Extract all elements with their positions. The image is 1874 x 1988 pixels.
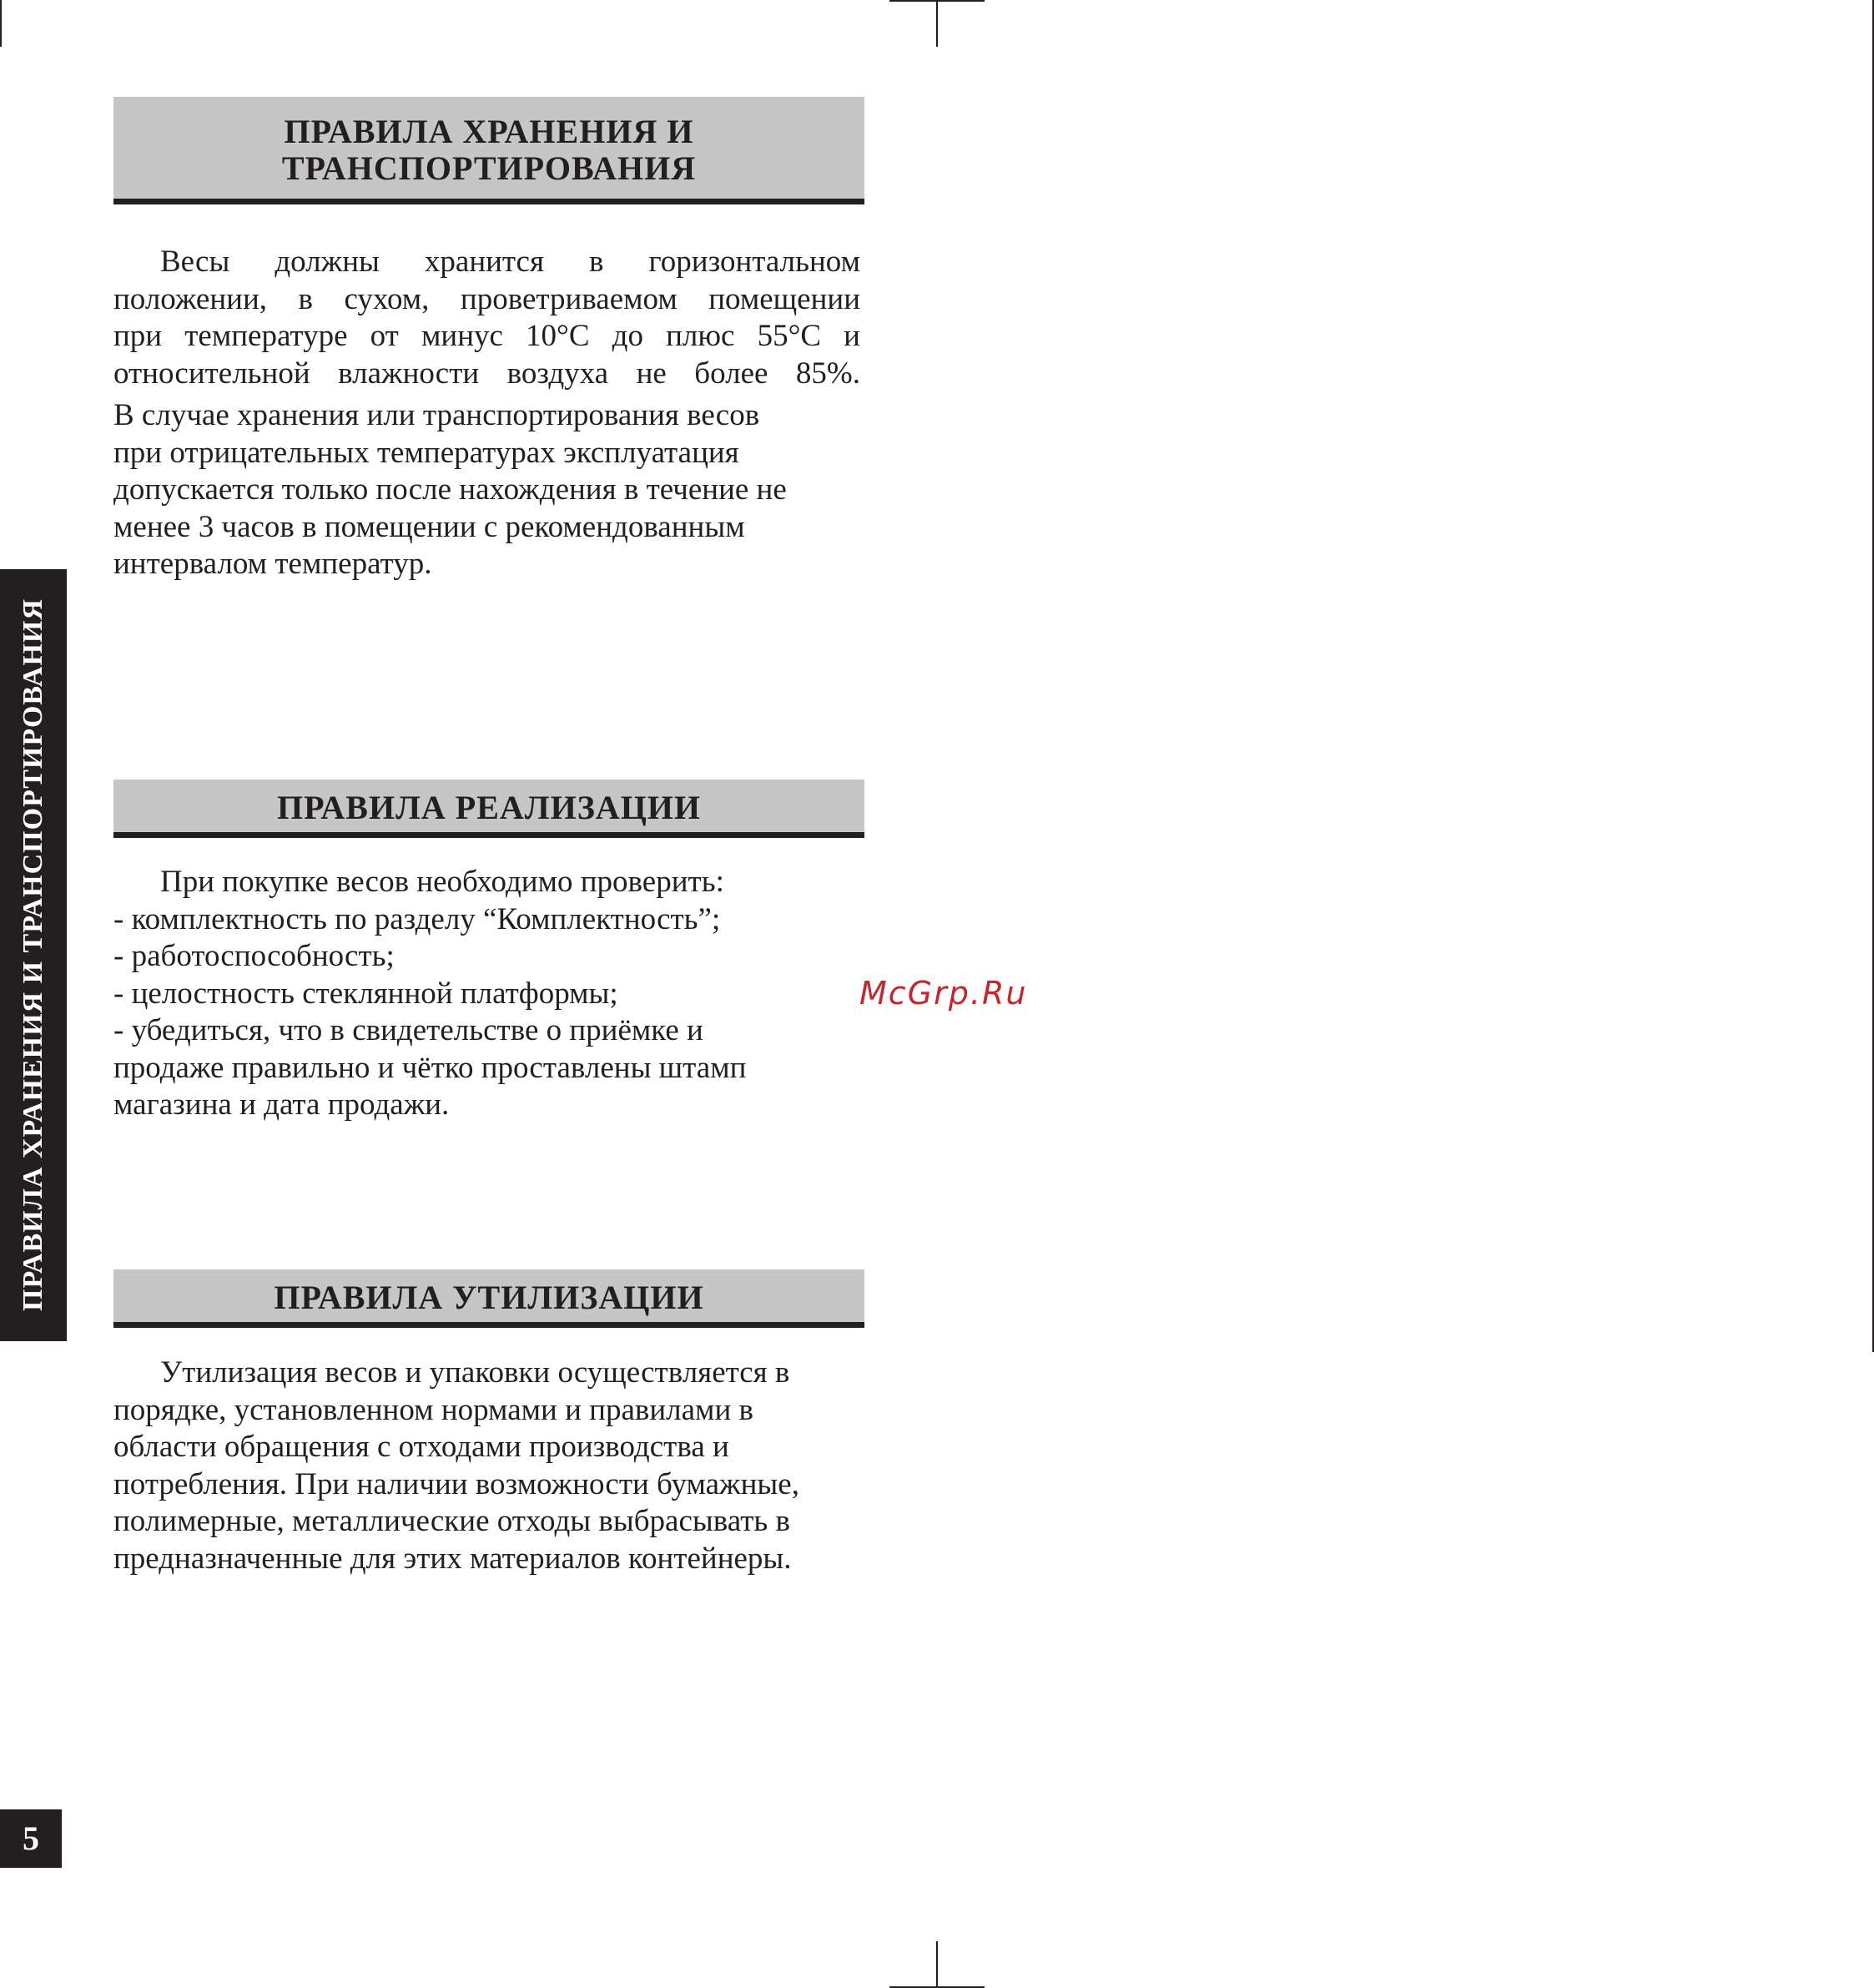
text-line: Утилизация весов и упаковки осуществляется в bbox=[160, 1355, 790, 1390]
list-item: - работоспособность; bbox=[113, 939, 395, 973]
page-number: 5 bbox=[0, 1809, 62, 1868]
storage-paragraph-2 bbox=[113, 397, 860, 583]
text-line: при температуре от минус 10°С до плюс 55°С и bbox=[113, 319, 860, 353]
text-line: потребления. При наличии возможности бумажные, bbox=[113, 1466, 799, 1501]
section-header-sales: ПРАВИЛА РЕАЛИЗАЦИИ bbox=[113, 780, 864, 838]
section-header-disposal: ПРАВИЛА УТИЛИЗАЦИИ bbox=[113, 1269, 864, 1328]
text-line: относительной влажности воздуха не более 85%. bbox=[113, 356, 860, 391]
disposal-paragraph bbox=[113, 1355, 860, 1577]
text-line: положении, в сухом, проветриваемом помещении bbox=[113, 281, 860, 316]
text-line: Весы должны хранится в горизонтальном bbox=[160, 245, 860, 279]
text-line: менее 3 часов в помещении с рекомендованным bbox=[113, 509, 745, 544]
crop-mark-bottom bbox=[936, 1941, 938, 1988]
page-edge-left bbox=[0, 0, 2, 47]
text-line: При покупке весов необходимо проверить: bbox=[160, 865, 724, 899]
list-item: - комплектность по разделу “Комплектность”; bbox=[113, 901, 721, 936]
text-line: продаже правильно и чётко проставлены штамп bbox=[113, 1050, 747, 1085]
side-tab bbox=[0, 569, 67, 1341]
text-line: полимерные, металлические отходы выбрасывать в bbox=[113, 1504, 790, 1538]
text-line: магазина и дата продажи. bbox=[113, 1087, 450, 1122]
watermark: McGrp.Ru bbox=[859, 975, 1028, 1012]
crop-mark-top bbox=[936, 0, 938, 47]
text-line: В случае хранения или транспортирования весов bbox=[113, 398, 760, 432]
text-line: предназначенные для этих материалов контейнеры. bbox=[113, 1541, 792, 1576]
section-header-storage-line-2: ТРАНСПОРТИРОВАНИЯ bbox=[281, 149, 697, 187]
list-item: - целостность стеклянной платформы; bbox=[113, 976, 618, 1011]
text-line: области обращения с отходами производства и bbox=[113, 1430, 729, 1464]
text-line: порядке, установленном нормами и правилами в bbox=[113, 1392, 753, 1427]
text-line: интервалом температур. bbox=[113, 547, 432, 581]
section-header-storage-line-1: ПРАВИЛА ХРАНЕНИЯ И bbox=[284, 113, 694, 150]
side-tab-label: ПРАВИЛА ХРАНЕНИЯ И ТРАНСПОРТИРОВАНИЯ bbox=[18, 598, 48, 1311]
text-line: допускается только после нахождения в течение не bbox=[113, 472, 787, 507]
sales-paragraph bbox=[113, 864, 860, 1124]
crop-mark-top-horizontal bbox=[889, 0, 985, 2]
storage-paragraph-1 bbox=[113, 244, 860, 392]
section-header-storage bbox=[113, 97, 864, 204]
text-line: при отрицательных температурах эксплуатация bbox=[113, 435, 739, 470]
list-item: - убедиться, что в свидетельстве о приёмке и bbox=[113, 1013, 703, 1047]
